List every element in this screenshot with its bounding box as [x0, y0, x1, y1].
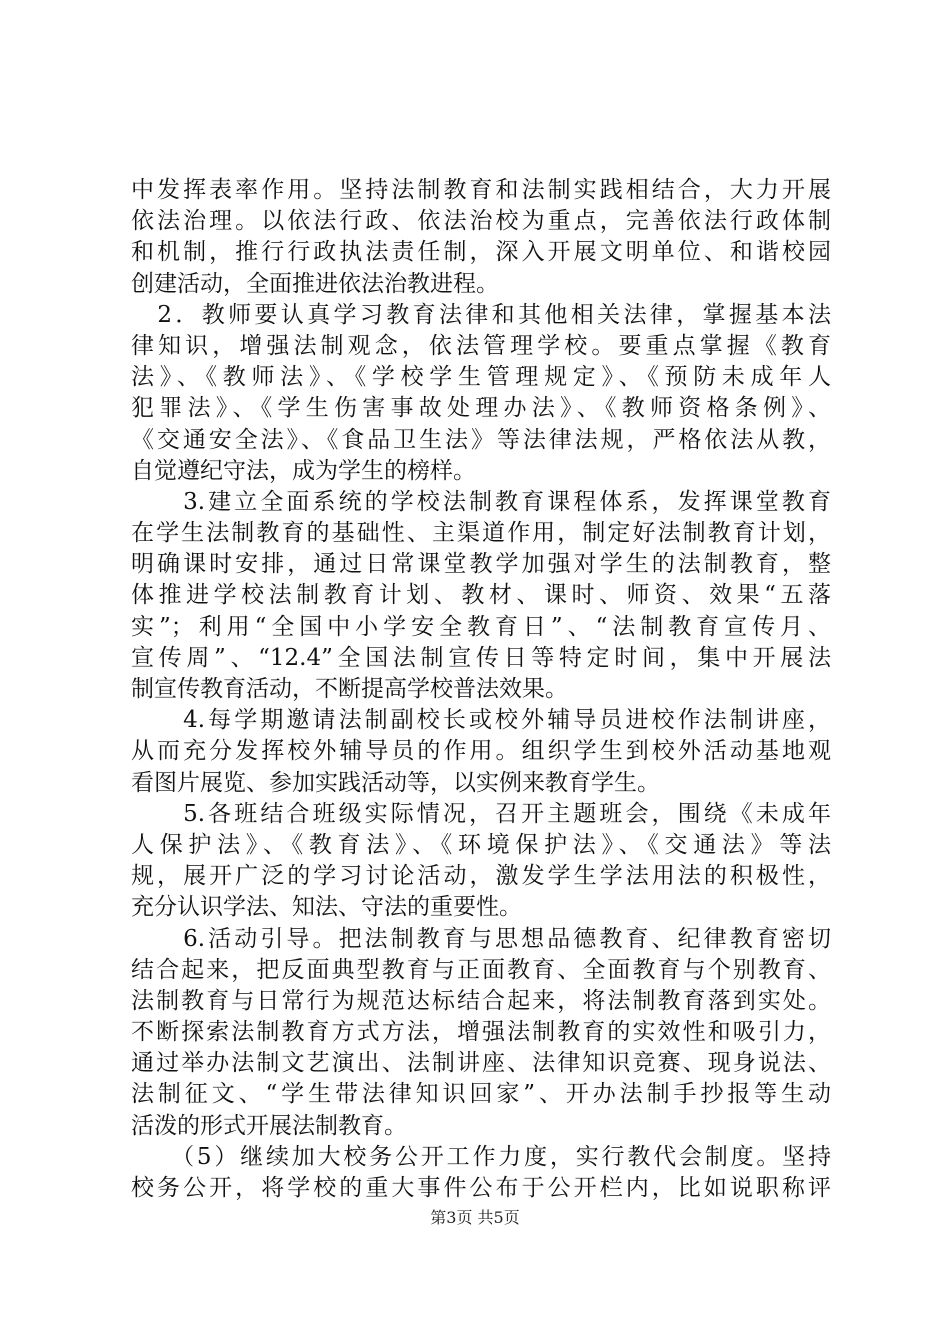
text-line: 体推进学校法制教育计划、教材、课时、师资、效果“五落	[131, 582, 831, 609]
text-line: 《交通安全法》、《食品卫生法》等法律法规，严格依法从教，	[131, 426, 831, 453]
text-line: 规，展开广泛的学习讨论活动，激发学生学法用法的积极性，	[131, 863, 831, 890]
text-line: 创建活动，全面推进依法治教进程。	[131, 270, 499, 297]
text-line: 3.建立全面系统的学校法制教育课程体系，发挥课堂教育	[131, 488, 831, 515]
text-line: 不断探索法制教育方式方法，增强法制教育的实效性和吸引力，	[131, 1019, 831, 1046]
text-line: 活泼的形式开展法制教育。	[131, 1112, 407, 1139]
text-line: （5）继续加大校务公开工作力度，实行教代会制度。坚持	[131, 1143, 831, 1170]
text-line: 从而充分发挥校外辅导员的作用。组织学生到校外活动基地观	[131, 738, 831, 765]
text-line: 犯罪法》、《学生伤害事故处理办法》、《教师资格条例》、	[131, 395, 831, 422]
text-line: 实”；利用“全国中小学安全教育日”、“法制教育宣传月、	[131, 613, 831, 640]
text-line: 律知识，增强法制观念，依法管理学校。要重点掌握《教育	[131, 332, 831, 359]
text-line: 制宣传教育活动，不断提高学校普法效果。	[131, 676, 568, 702]
text-line: 通过举办法制文艺演出、法制讲座、法律知识竞赛、现身说法、	[131, 1050, 831, 1077]
page-footer: 第3页 共5页	[430, 1208, 520, 1227]
text-line: 2．教师要认真学习教育法律和其他相关法律，掌握基本法	[131, 301, 831, 328]
text-line: 依法治理。以依法行政、依法治校为重点，完善依法行政体制	[131, 208, 831, 235]
text-line: 法制教育与日常行为规范达标结合起来，将法制教育落到实处。	[131, 987, 831, 1014]
text-line: 人保护法》、《教育法》、《环境保护法》、《交通法》等法	[131, 831, 831, 858]
text-line: 校务公开，将学校的重大事件公布于公开栏内，比如说职称评	[131, 1175, 831, 1201]
text-line: 法》、《教师法》、《学校学生管理规定》、《预防未成年人	[131, 364, 831, 391]
text-line: 结合起来，把反面典型教育与正面教育、全面教育与个别教育、	[131, 956, 831, 983]
text-line: 宣传周”、“12.4”全国法制宣传日等特定时间，集中开展法	[131, 644, 831, 671]
text-line: 5.各班结合班级实际情况，召开主题班会，围绕《未成年	[131, 800, 831, 827]
text-line: 充分认识学法、知法、守法的重要性。	[131, 894, 522, 921]
text-line: 6.活动引导。把法制教育与思想品德教育、纪律教育密切	[131, 925, 831, 952]
text-line: 4.每学期邀请法制副校长或校外辅导员进校作法制讲座，	[131, 707, 831, 734]
text-line: 自觉遵纪守法，成为学生的榜样。	[131, 457, 476, 484]
text-line: 看图片展览、参加实践活动等，以实例来教育学生。	[131, 769, 660, 796]
text-line: 明确课时安排，通过日常课堂教学加强对学生的法制教育，整	[131, 551, 831, 578]
text-line: 和机制，推行行政执法责任制，深入开展文明单位、和谐校园	[131, 239, 831, 266]
text-line: 在学生法制教育的基础性、主渠道作用，制定好法制教育计划，	[131, 520, 831, 547]
text-line: 法制征文、“学生带法律知识回家”、开办法制手抄报等生动	[131, 1081, 831, 1108]
document-body	[131, 175, 831, 1204]
text-line: 中发挥表率作用。坚持法制教育和法制实践相结合，大力开展	[131, 177, 831, 203]
